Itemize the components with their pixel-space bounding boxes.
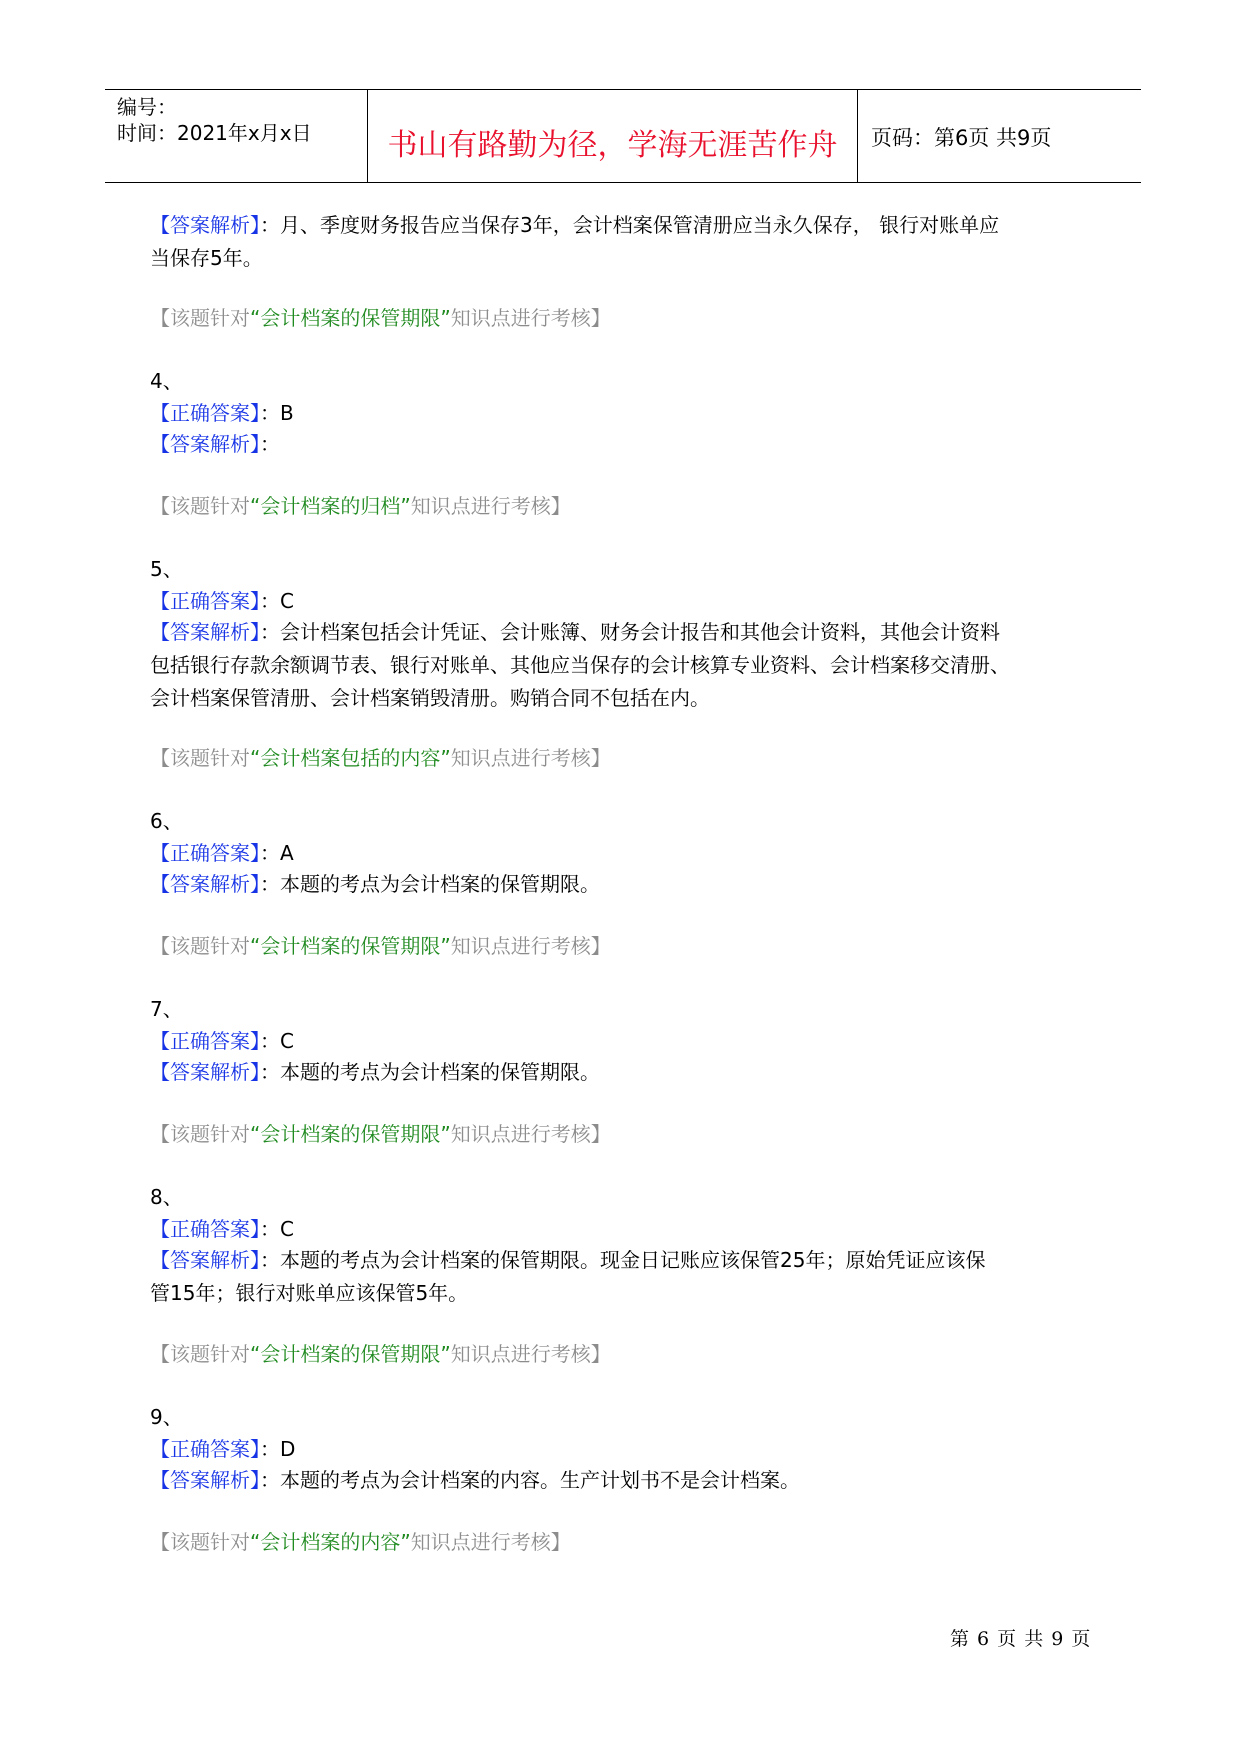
question-number: 5、	[150, 557, 183, 581]
answer-value: ：D	[260, 1437, 296, 1461]
note-suffix: 知识点进行考核】	[450, 1342, 611, 1366]
answer-value: ：A	[260, 841, 294, 865]
answer-tag: 【正确答案】	[150, 401, 260, 425]
analysis-text: ：本题的考点为会计档案的保管期限。	[260, 872, 600, 896]
analysis-line	[150, 1465, 800, 1495]
time-label: 时间：2021年x月x日	[117, 121, 312, 145]
analysis-tag: 【答案解析】	[150, 872, 260, 896]
analysis-line: 会计档案保管清册、会计档案销毁清册。购销合同不包括在内。	[150, 686, 710, 710]
analysis-line	[150, 617, 1000, 647]
note-suffix: 知识点进行考核】	[450, 746, 611, 770]
header-page-info: 页码：第6页 共9页	[871, 126, 1052, 150]
question-number: 9、	[150, 1405, 183, 1429]
analysis-text: ：月、季度财务报告应当保存3年，会计档案保管清册应当永久保存， 银行对账单应	[260, 213, 1000, 237]
header-right-cell	[857, 90, 1141, 182]
note-suffix: 知识点进行考核】	[410, 1530, 571, 1554]
question-number: 4、	[150, 369, 183, 393]
correct-answer-line	[150, 586, 294, 616]
analysis-line	[150, 429, 280, 459]
question-number: 7、	[150, 997, 183, 1021]
correct-answer-line	[150, 1434, 295, 1464]
note-prefix: 【该题针对	[150, 1122, 250, 1146]
analysis-line	[150, 1245, 985, 1275]
topic-note	[150, 931, 611, 961]
answer-tag: 【正确答案】	[150, 589, 260, 613]
note-topic: “会计档案的保管期限”	[250, 1122, 451, 1146]
correct-answer-line	[150, 1214, 294, 1244]
answer-tag: 【正确答案】	[150, 1217, 260, 1241]
note-prefix: 【该题针对	[150, 1342, 250, 1366]
header-mid-cell	[367, 90, 858, 182]
note-prefix: 【该题针对	[150, 306, 250, 330]
analysis-text: ：本题的考点为会计档案的保管期限。	[260, 1060, 600, 1084]
note-prefix: 【该题针对	[150, 746, 250, 770]
header-left-cell	[105, 90, 367, 182]
note-topic: “会计档案的内容”	[250, 1530, 411, 1554]
topic-note	[150, 1527, 571, 1557]
analysis-text: ：	[260, 432, 280, 456]
number-label: 编号：	[117, 95, 177, 119]
question-number: 8、	[150, 1185, 183, 1209]
analysis-text: ：本题的考点为会计档案的保管期限。现金日记账应该保管25年；原始凭证应该保	[260, 1248, 986, 1272]
question-number: 6、	[150, 809, 183, 833]
analysis-text: ：本题的考点为会计档案的内容。生产计划书不是会计档案。	[260, 1468, 800, 1492]
note-prefix: 【该题针对	[150, 1530, 250, 1554]
note-prefix: 【该题针对	[150, 934, 250, 958]
analysis-line	[150, 1057, 600, 1087]
answer-tag: 【正确答案】	[150, 841, 260, 865]
topic-note	[150, 743, 611, 773]
answer-tag: 【正确答案】	[150, 1437, 260, 1461]
note-suffix: 知识点进行考核】	[410, 494, 571, 518]
note-topic: “会计档案的保管期限”	[250, 1342, 451, 1366]
note-topic: “会计档案的保管期限”	[250, 306, 451, 330]
page-footer: 第 6 页 共 9 页	[950, 1628, 1092, 1650]
answer-value: ：C	[260, 1029, 294, 1053]
answer-tag: 【正确答案】	[150, 1029, 260, 1053]
topic-note	[150, 1119, 611, 1149]
answer-value: ：B	[260, 401, 294, 425]
note-prefix: 【该题针对	[150, 494, 250, 518]
analysis-tag: 【答案解析】	[150, 213, 260, 237]
analysis-line: 当保存5年。	[150, 246, 263, 270]
topic-note	[150, 491, 571, 521]
analysis-text: ：会计档案包括会计凭证、会计账簿、财务会计报告和其他会计资料，其他会计资料	[260, 620, 1000, 644]
analysis-tag: 【答案解析】	[150, 1060, 260, 1084]
analysis-tag: 【答案解析】	[150, 1468, 260, 1492]
analysis-tag: 【答案解析】	[150, 1248, 260, 1272]
correct-answer-line	[150, 838, 294, 868]
analysis-line	[150, 869, 600, 899]
topic-note	[150, 1339, 611, 1369]
correct-answer-line	[150, 1026, 294, 1056]
note-suffix: 知识点进行考核】	[450, 934, 611, 958]
note-suffix: 知识点进行考核】	[450, 1122, 611, 1146]
page-header	[105, 89, 1141, 183]
note-suffix: 知识点进行考核】	[450, 306, 611, 330]
note-topic: “会计档案的保管期限”	[250, 934, 451, 958]
analysis-tag: 【答案解析】	[150, 620, 260, 644]
correct-answer-line	[150, 398, 294, 428]
header-motto: 书山有路勤为径，学海无涯苦作舟	[387, 128, 838, 163]
note-topic: “会计档案包括的内容”	[250, 746, 451, 770]
topic-note	[150, 303, 611, 333]
answer-value: ：C	[260, 1217, 294, 1241]
answer-value: ：C	[260, 589, 294, 613]
analysis-line	[150, 210, 999, 240]
note-topic: “会计档案的归档”	[250, 494, 411, 518]
analysis-line: 包括银行存款余额调节表、银行对账单、其他应当保存的会计核算专业资料、会计档案移交清册、	[150, 653, 1010, 677]
analysis-line: 管15年；银行对账单应该保管5年。	[150, 1281, 469, 1305]
analysis-tag: 【答案解析】	[150, 432, 260, 456]
